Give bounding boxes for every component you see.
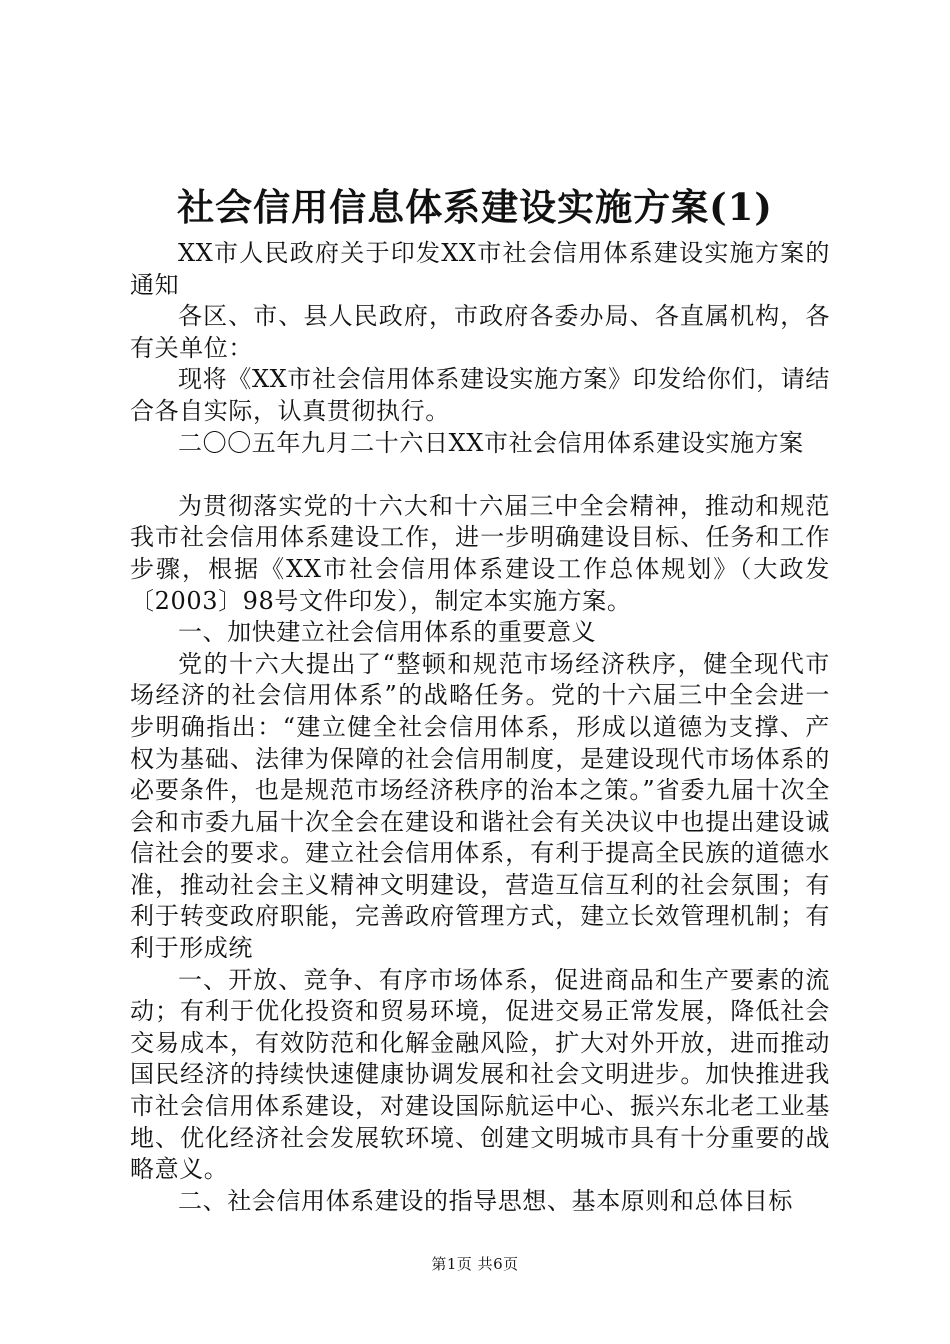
paragraph-purpose: 为贯彻落实党的十六大和十六届三中全会精神，推动和规范我市社会信用体系建设工作，进一步明确建设目标、任务和工作步骤，根据《XX市社会信用体系建设工作总体规划》（大政发〔2003〕98号文件印发），制定本实施方案。 <box>130 491 830 615</box>
paragraph-significance: 党的十六大提出了“整顿和规范市场经济秩序，健全现代市场经济的社会信用体系”的战略任务。党的十六届三中全会进一步明确指出：“建立健全社会信用体系，形成以道德为支撑、产权为基础、法律为保障的社会信用制度，是建设现代市场体系的必要条件，也是规范市场经济秩序的治本之策。”省委九届十次全会和市委九届十次全会在建设和谐社会有关决议中也提出建设诚信社会的要求。建立社会信用体系，有利于提高全民族的道德水准，推动社会主义精神文明建设，营造互信互利的社会氛围；有利于转变政府职能，完善政府管理方式，建立长效管理机制；有利于形成统 <box>130 649 830 963</box>
document-body <box>130 238 830 1217</box>
paragraph-notice-title: XX市人民政府关于印发XX市社会信用体系建设实施方案的通知 <box>130 239 830 299</box>
paragraph-date-and-plan-title: 二〇〇五年九月二十六日XX市社会信用体系建设实施方案 <box>178 428 804 457</box>
document-title: 社会信用信息体系建设实施方案(1) <box>177 185 773 229</box>
paragraph-market-system: 一、开放、竞争、有序市场体系，促进商品和生产要素的流动；有利于优化投资和贸易环境，促进交易正常发展，降低社会交易成本，有效防范和化解金融风险，扩大对外开放，进而推动国民经济的持续快速健康协调发展和社会文明进步。加快推进我市社会信用体系建设，对建设国际航运中心、振兴东北老工业基地、优化经济社会发展软环境、创建文明城市具有十分重要的战略意义。 <box>130 965 830 1184</box>
blank-line <box>130 459 830 491</box>
section-heading-1: 一、加快建立社会信用体系的重要意义 <box>178 618 597 647</box>
page-number: 第1页 共6页 <box>431 1255 519 1273</box>
paragraph-recipients: 各区、市、县人民政府，市政府各委办局、各直属机构，各有关单位： <box>130 302 830 362</box>
paragraph-instruction: 现将《XX市社会信用体系建设实施方案》印发给你们，请结合各自实际，认真贯彻执行。 <box>130 365 830 425</box>
section-heading-2: 二、社会信用体系建设的指导思想、基本原则和总体目标 <box>178 1186 793 1215</box>
